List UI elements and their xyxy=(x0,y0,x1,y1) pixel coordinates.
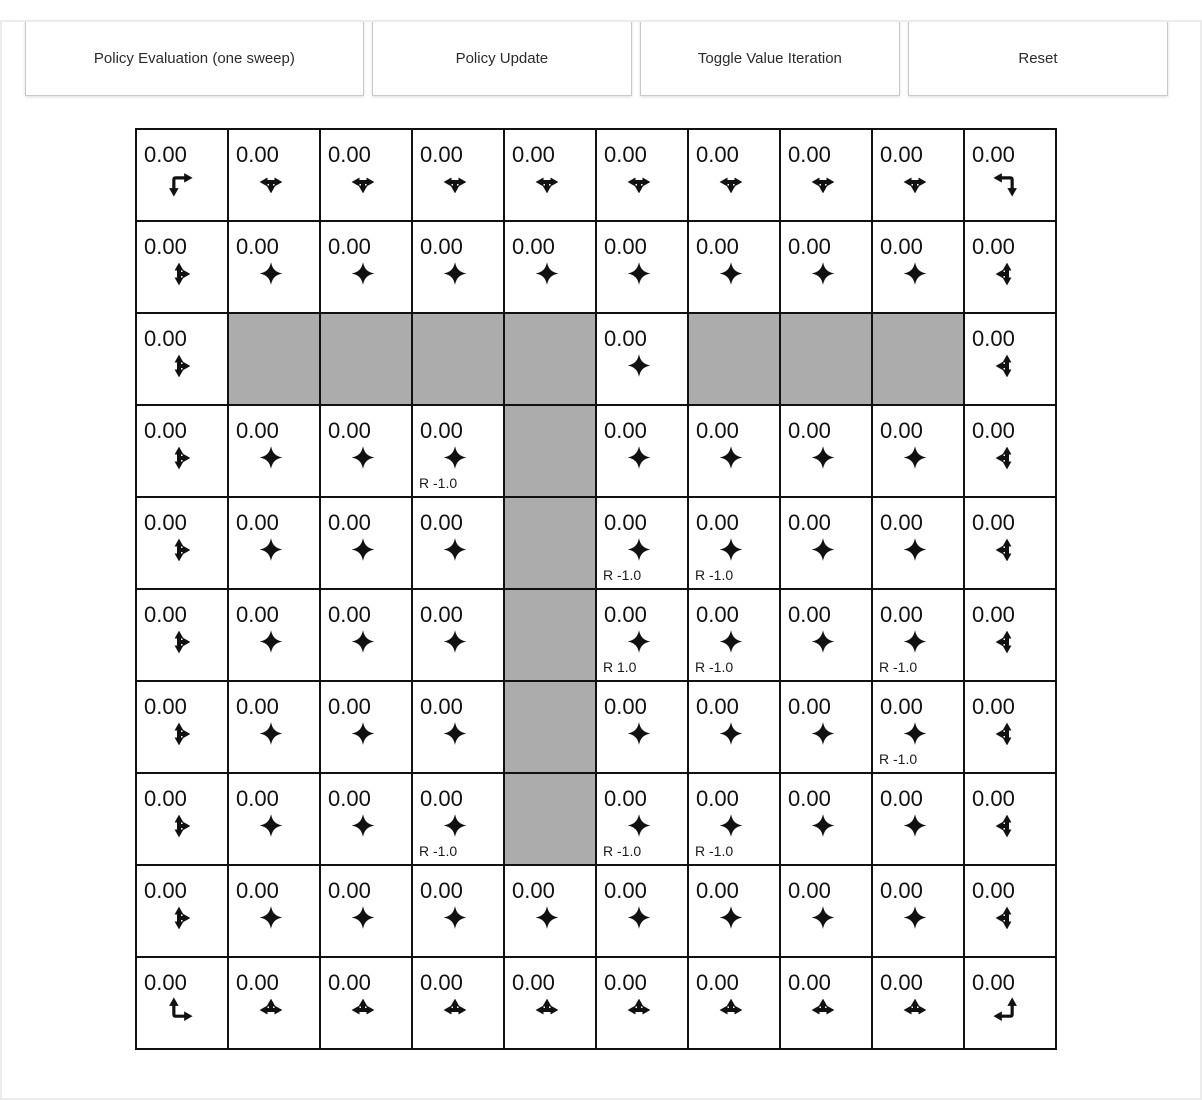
policy-arrow-icon xyxy=(993,904,1021,932)
cell-value: 0.00 xyxy=(144,878,187,903)
wall-cell xyxy=(873,314,963,404)
cell-value: 0.00 xyxy=(144,970,187,995)
cell-value: 0.00 xyxy=(880,694,923,719)
grid-cell[interactable] xyxy=(781,498,871,588)
wall-cell xyxy=(781,314,871,404)
policy-arrow-icon xyxy=(718,444,745,471)
cell-reward-label: R -1.0 xyxy=(419,843,458,859)
policy-arrow-icon xyxy=(350,904,377,931)
policy-arrow-icon xyxy=(258,720,285,747)
cell-value: 0.00 xyxy=(604,234,647,259)
policy-arrow-icon xyxy=(717,168,745,196)
policy-arrow-icon xyxy=(165,628,193,656)
cell-value: 0.00 xyxy=(604,694,647,719)
policy-update-button[interactable]: Policy Update xyxy=(372,20,632,96)
policy-arrow-icon xyxy=(993,536,1021,564)
cell-reward-label: R -1.0 xyxy=(695,659,734,675)
policy-arrow-icon xyxy=(626,352,653,379)
cell-value: 0.00 xyxy=(420,602,463,627)
cell-value: 0.00 xyxy=(604,970,647,995)
grid-cell[interactable] xyxy=(229,682,319,772)
grid-cell[interactable] xyxy=(689,130,779,220)
cell-reward-label: R -1.0 xyxy=(603,567,642,583)
cell-value: 0.00 xyxy=(788,510,831,535)
grid-cell[interactable] xyxy=(689,498,779,588)
cell-value: 0.00 xyxy=(144,694,187,719)
policy-arrow-icon xyxy=(350,628,377,655)
policy-arrow-icon xyxy=(258,904,285,931)
grid-cell[interactable] xyxy=(781,222,871,312)
policy-arrow-icon xyxy=(902,904,929,931)
grid-cell[interactable] xyxy=(229,222,319,312)
policy-arrow-icon xyxy=(258,812,285,839)
cell-reward-label: R -1.0 xyxy=(603,843,642,859)
cell-value: 0.00 xyxy=(420,418,463,443)
grid-cell[interactable] xyxy=(229,498,319,588)
policy-arrow-icon xyxy=(258,628,285,655)
grid-cell[interactable] xyxy=(321,222,411,312)
policy-arrow-icon xyxy=(810,444,837,471)
grid-cell[interactable] xyxy=(873,498,963,588)
policy-arrow-icon xyxy=(533,996,561,1024)
cell-reward-label: R 1.0 xyxy=(603,659,637,675)
policy-arrow-icon xyxy=(257,168,285,196)
policy-arrow-icon xyxy=(165,904,193,932)
policy-arrow-icon xyxy=(165,720,193,748)
policy-arrow-icon xyxy=(810,904,837,931)
reset-button[interactable]: Reset xyxy=(908,20,1168,96)
cell-value: 0.00 xyxy=(328,694,371,719)
cell-value: 0.00 xyxy=(880,602,923,627)
cell-value: 0.00 xyxy=(696,418,739,443)
policy-arrow-icon xyxy=(349,168,377,196)
policy-arrow-icon xyxy=(993,628,1021,656)
policy-arrow-icon xyxy=(717,996,745,1024)
policy-arrow-icon xyxy=(441,168,469,196)
grid-cell[interactable] xyxy=(321,774,411,864)
wall-cell xyxy=(321,314,411,404)
cell-value: 0.00 xyxy=(788,602,831,627)
policy-arrow-icon xyxy=(718,536,745,563)
grid-cell[interactable] xyxy=(689,866,779,956)
grid-cell[interactable] xyxy=(781,406,871,496)
grid-cell[interactable] xyxy=(137,866,227,956)
policy-arrow-icon xyxy=(164,996,194,1026)
policy-arrow-icon xyxy=(626,536,653,563)
grid-cell[interactable] xyxy=(873,866,963,956)
toggle-value-iteration-button[interactable]: Toggle Value Iteration xyxy=(640,20,900,96)
policy-evaluation-button[interactable]: Policy Evaluation (one sweep) xyxy=(25,20,364,96)
cell-reward-label: R -1.0 xyxy=(879,659,918,675)
wall-cell xyxy=(229,314,319,404)
grid-cell[interactable] xyxy=(965,222,1055,312)
policy-arrow-icon xyxy=(993,720,1021,748)
policy-arrow-icon xyxy=(993,260,1021,288)
cell-value: 0.00 xyxy=(880,418,923,443)
policy-arrow-icon xyxy=(902,444,929,471)
cell-value: 0.00 xyxy=(604,418,647,443)
cell-value: 0.00 xyxy=(144,510,187,535)
cell-value: 0.00 xyxy=(144,418,187,443)
cell-value: 0.00 xyxy=(512,970,555,995)
grid-cell[interactable] xyxy=(137,682,227,772)
policy-arrow-icon xyxy=(809,996,837,1024)
policy-arrow-icon xyxy=(718,260,745,287)
grid-cell[interactable] xyxy=(597,774,687,864)
grid-cell[interactable] xyxy=(137,406,227,496)
policy-arrow-icon xyxy=(349,996,377,1024)
grid-cell[interactable] xyxy=(597,222,687,312)
grid-cell[interactable] xyxy=(873,130,963,220)
grid-cell[interactable] xyxy=(229,130,319,220)
grid-cell[interactable] xyxy=(781,866,871,956)
grid-cell[interactable] xyxy=(413,682,503,772)
grid-cell[interactable] xyxy=(597,682,687,772)
grid-cell[interactable] xyxy=(137,958,227,1048)
policy-arrow-icon xyxy=(810,260,837,287)
cell-value: 0.00 xyxy=(788,694,831,719)
grid-cell[interactable] xyxy=(137,130,227,220)
cell-value: 0.00 xyxy=(236,418,279,443)
cell-value: 0.00 xyxy=(880,786,923,811)
grid-cell[interactable] xyxy=(505,130,595,220)
grid-cell[interactable] xyxy=(781,958,871,1048)
grid-cell[interactable] xyxy=(965,314,1055,404)
policy-arrow-icon xyxy=(442,536,469,563)
grid-cell[interactable] xyxy=(689,590,779,680)
policy-arrow-icon xyxy=(992,996,1022,1026)
cell-value: 0.00 xyxy=(512,142,555,167)
policy-arrow-icon xyxy=(901,168,929,196)
grid-cell[interactable] xyxy=(413,958,503,1048)
cell-value: 0.00 xyxy=(144,234,187,259)
policy-arrow-icon xyxy=(257,996,285,1024)
policy-arrow-icon xyxy=(902,812,929,839)
grid-cell[interactable] xyxy=(413,130,503,220)
grid-cell[interactable] xyxy=(137,774,227,864)
cell-reward-label: R -1.0 xyxy=(695,567,734,583)
grid-cell[interactable] xyxy=(413,222,503,312)
grid-cell[interactable] xyxy=(413,866,503,956)
cell-value: 0.00 xyxy=(236,970,279,995)
cell-value: 0.00 xyxy=(880,510,923,535)
cell-reward-label: R -1.0 xyxy=(419,475,458,491)
grid-cell[interactable] xyxy=(873,774,963,864)
cell-value: 0.00 xyxy=(604,878,647,903)
cell-reward-label: R -1.0 xyxy=(879,751,918,767)
policy-arrow-icon xyxy=(992,168,1022,198)
grid-cell[interactable] xyxy=(873,406,963,496)
cell-value: 0.00 xyxy=(788,786,831,811)
gridworld-container xyxy=(135,128,1202,1050)
cell-value: 0.00 xyxy=(788,878,831,903)
cell-value: 0.00 xyxy=(236,142,279,167)
grid-cell[interactable] xyxy=(873,682,963,772)
policy-arrow-icon xyxy=(258,444,285,471)
wall-cell xyxy=(505,498,595,588)
grid-cell[interactable] xyxy=(321,958,411,1048)
grid-cell[interactable] xyxy=(597,406,687,496)
cell-value: 0.00 xyxy=(972,970,1015,995)
policy-arrow-icon xyxy=(165,444,193,472)
grid-cell[interactable] xyxy=(505,866,595,956)
grid-cell[interactable] xyxy=(965,590,1055,680)
cell-value: 0.00 xyxy=(144,786,187,811)
grid-cell[interactable] xyxy=(413,498,503,588)
policy-arrow-icon xyxy=(902,628,929,655)
policy-arrow-icon xyxy=(534,904,561,931)
policy-arrow-icon xyxy=(350,536,377,563)
cell-value: 0.00 xyxy=(236,602,279,627)
cell-value: 0.00 xyxy=(972,234,1015,259)
grid-cell[interactable] xyxy=(597,866,687,956)
policy-arrow-icon xyxy=(165,260,193,288)
policy-arrow-icon xyxy=(626,628,653,655)
cell-value: 0.00 xyxy=(420,878,463,903)
policy-arrow-icon xyxy=(810,720,837,747)
grid-cell[interactable] xyxy=(597,590,687,680)
grid-cell[interactable] xyxy=(413,590,503,680)
cell-value: 0.00 xyxy=(696,142,739,167)
grid-cell[interactable] xyxy=(597,314,687,404)
policy-arrow-icon xyxy=(165,352,193,380)
cell-value: 0.00 xyxy=(236,878,279,903)
cell-reward-label: R -1.0 xyxy=(695,843,734,859)
cell-value: 0.00 xyxy=(880,142,923,167)
cell-value: 0.00 xyxy=(696,694,739,719)
policy-arrow-icon xyxy=(442,444,469,471)
cell-value: 0.00 xyxy=(328,970,371,995)
grid-cell[interactable] xyxy=(965,498,1055,588)
grid-cell[interactable] xyxy=(965,130,1055,220)
cell-value: 0.00 xyxy=(788,970,831,995)
policy-arrow-icon xyxy=(626,444,653,471)
policy-arrow-icon xyxy=(258,260,285,287)
policy-arrow-icon xyxy=(626,904,653,931)
policy-arrow-icon xyxy=(442,812,469,839)
policy-arrow-icon xyxy=(902,720,929,747)
cell-value: 0.00 xyxy=(144,326,187,351)
policy-arrow-icon xyxy=(442,904,469,931)
wall-cell xyxy=(689,314,779,404)
cell-value: 0.00 xyxy=(328,142,371,167)
gridworld-grid xyxy=(135,128,1057,1050)
policy-arrow-icon xyxy=(626,260,653,287)
cell-value: 0.00 xyxy=(604,326,647,351)
grid-cell[interactable] xyxy=(873,222,963,312)
grid-cell[interactable] xyxy=(321,682,411,772)
policy-arrow-icon xyxy=(350,812,377,839)
cell-value: 0.00 xyxy=(420,694,463,719)
cell-value: 0.00 xyxy=(236,234,279,259)
policy-arrow-icon xyxy=(164,168,194,198)
cell-value: 0.00 xyxy=(236,786,279,811)
grid-cell[interactable] xyxy=(965,774,1055,864)
grid-cell[interactable] xyxy=(689,958,779,1048)
policy-arrow-icon xyxy=(626,812,653,839)
cell-value: 0.00 xyxy=(328,602,371,627)
policy-arrow-icon xyxy=(810,628,837,655)
grid-cell[interactable] xyxy=(689,774,779,864)
policy-arrow-icon xyxy=(901,996,929,1024)
cell-value: 0.00 xyxy=(696,234,739,259)
toolbar xyxy=(25,20,1168,96)
grid-cell[interactable] xyxy=(597,498,687,588)
grid-cell[interactable] xyxy=(965,866,1055,956)
wall-cell xyxy=(505,590,595,680)
cell-value: 0.00 xyxy=(972,878,1015,903)
cell-value: 0.00 xyxy=(788,142,831,167)
cell-value: 0.00 xyxy=(144,142,187,167)
policy-arrow-icon xyxy=(442,628,469,655)
grid-cell[interactable] xyxy=(229,774,319,864)
cell-value: 0.00 xyxy=(604,602,647,627)
grid-cell[interactable] xyxy=(229,590,319,680)
grid-cell[interactable] xyxy=(413,774,503,864)
policy-arrow-icon xyxy=(902,536,929,563)
grid-cell[interactable] xyxy=(873,590,963,680)
wall-cell xyxy=(505,314,595,404)
policy-arrow-icon xyxy=(165,536,193,564)
cell-value: 0.00 xyxy=(880,234,923,259)
cell-value: 0.00 xyxy=(420,510,463,535)
cell-value: 0.00 xyxy=(328,234,371,259)
cell-value: 0.00 xyxy=(328,418,371,443)
grid-cell[interactable] xyxy=(137,314,227,404)
cell-value: 0.00 xyxy=(972,786,1015,811)
policy-arrow-icon xyxy=(718,628,745,655)
cell-value: 0.00 xyxy=(512,234,555,259)
grid-cell[interactable] xyxy=(965,406,1055,496)
cell-value: 0.00 xyxy=(880,878,923,903)
policy-arrow-icon xyxy=(993,444,1021,472)
cell-value: 0.00 xyxy=(328,786,371,811)
policy-arrow-icon xyxy=(350,444,377,471)
cell-value: 0.00 xyxy=(972,694,1015,719)
cell-value: 0.00 xyxy=(972,602,1015,627)
policy-arrow-icon xyxy=(258,536,285,563)
policy-arrow-icon xyxy=(902,260,929,287)
grid-cell[interactable] xyxy=(229,406,319,496)
grid-cell[interactable] xyxy=(321,590,411,680)
cell-value: 0.00 xyxy=(420,234,463,259)
cell-value: 0.00 xyxy=(420,970,463,995)
policy-arrow-icon xyxy=(165,812,193,840)
cell-value: 0.00 xyxy=(512,878,555,903)
policy-arrow-icon xyxy=(810,812,837,839)
policy-arrow-icon xyxy=(534,260,561,287)
grid-cell[interactable] xyxy=(781,682,871,772)
grid-cell[interactable] xyxy=(689,222,779,312)
cell-value: 0.00 xyxy=(604,142,647,167)
grid-cell[interactable] xyxy=(505,958,595,1048)
grid-cell[interactable] xyxy=(229,866,319,956)
cell-value: 0.00 xyxy=(696,510,739,535)
grid-cell[interactable] xyxy=(505,222,595,312)
policy-arrow-icon xyxy=(442,260,469,287)
cell-value: 0.00 xyxy=(880,970,923,995)
grid-cell[interactable] xyxy=(597,958,687,1048)
cell-value: 0.00 xyxy=(328,510,371,535)
cell-value: 0.00 xyxy=(236,694,279,719)
grid-cell[interactable] xyxy=(321,498,411,588)
policy-arrow-icon xyxy=(718,904,745,931)
cell-value: 0.00 xyxy=(696,602,739,627)
cell-value: 0.00 xyxy=(420,786,463,811)
cell-value: 0.00 xyxy=(972,142,1015,167)
cell-value: 0.00 xyxy=(144,602,187,627)
policy-arrow-icon xyxy=(533,168,561,196)
cell-value: 0.00 xyxy=(788,418,831,443)
cell-value: 0.00 xyxy=(696,970,739,995)
grid-cell[interactable] xyxy=(137,498,227,588)
policy-arrow-icon xyxy=(993,352,1021,380)
grid-cell[interactable] xyxy=(321,130,411,220)
policy-arrow-icon xyxy=(625,996,653,1024)
cell-value: 0.00 xyxy=(972,326,1015,351)
grid-cell[interactable] xyxy=(597,130,687,220)
policy-arrow-icon xyxy=(350,260,377,287)
wall-cell xyxy=(505,682,595,772)
cell-value: 0.00 xyxy=(420,142,463,167)
grid-cell[interactable] xyxy=(413,406,503,496)
cell-value: 0.00 xyxy=(972,510,1015,535)
policy-arrow-icon xyxy=(625,168,653,196)
policy-arrow-icon xyxy=(810,536,837,563)
grid-cell[interactable] xyxy=(137,222,227,312)
grid-cell[interactable] xyxy=(137,590,227,680)
cell-value: 0.00 xyxy=(972,418,1015,443)
policy-arrow-icon xyxy=(993,812,1021,840)
policy-arrow-icon xyxy=(809,168,837,196)
cell-value: 0.00 xyxy=(788,234,831,259)
cell-value: 0.00 xyxy=(696,878,739,903)
grid-cell[interactable] xyxy=(321,866,411,956)
wall-cell xyxy=(505,406,595,496)
policy-arrow-icon xyxy=(626,720,653,747)
policy-arrow-icon xyxy=(718,720,745,747)
cell-value: 0.00 xyxy=(236,510,279,535)
grid-cell[interactable] xyxy=(781,130,871,220)
grid-cell[interactable] xyxy=(965,682,1055,772)
grid-cell[interactable] xyxy=(781,774,871,864)
policy-arrow-icon xyxy=(350,720,377,747)
grid-cell[interactable] xyxy=(873,958,963,1048)
grid-cell[interactable] xyxy=(781,590,871,680)
wall-cell xyxy=(505,774,595,864)
grid-cell[interactable] xyxy=(689,406,779,496)
policy-arrow-icon xyxy=(441,996,469,1024)
wall-cell xyxy=(413,314,503,404)
grid-cell[interactable] xyxy=(321,406,411,496)
cell-value: 0.00 xyxy=(328,878,371,903)
grid-cell[interactable] xyxy=(965,958,1055,1048)
grid-cell[interactable] xyxy=(229,958,319,1048)
cell-value: 0.00 xyxy=(604,510,647,535)
grid-cell[interactable] xyxy=(689,682,779,772)
cell-value: 0.00 xyxy=(604,786,647,811)
policy-arrow-icon xyxy=(718,812,745,839)
cell-value: 0.00 xyxy=(696,786,739,811)
policy-arrow-icon xyxy=(442,720,469,747)
